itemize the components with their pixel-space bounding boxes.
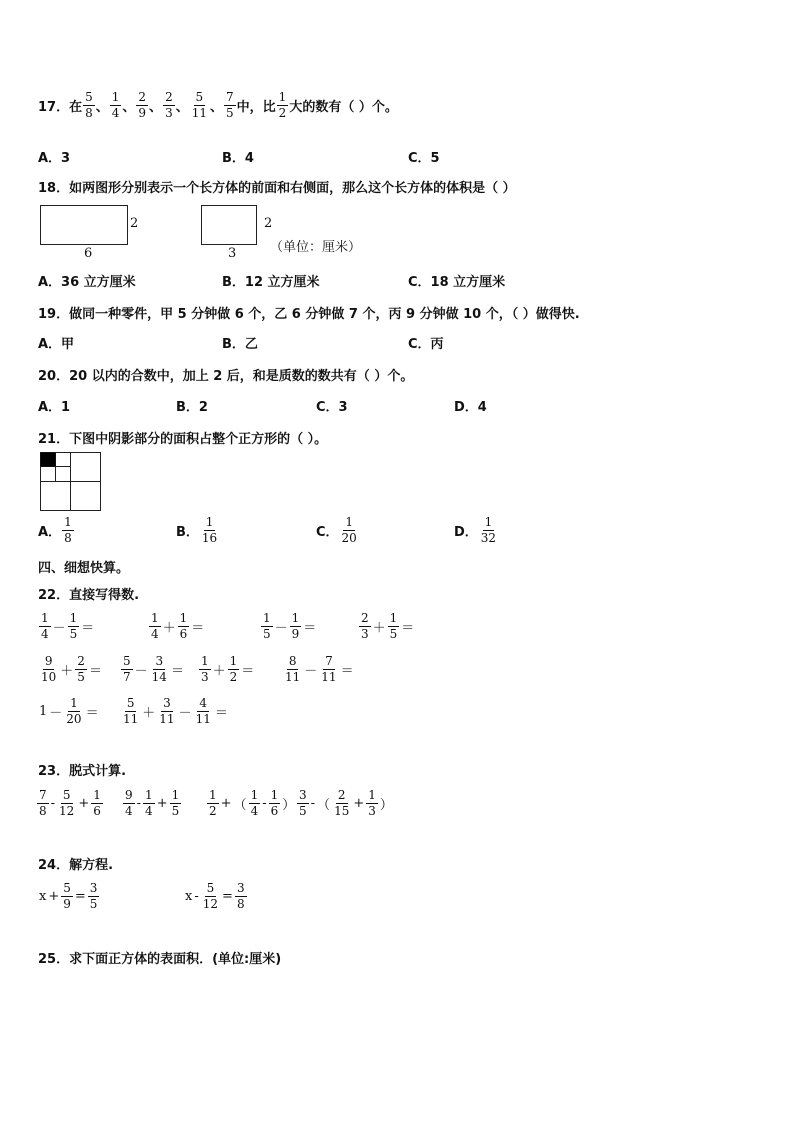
separator: 、: [122, 100, 136, 115]
q17-suffix: 大的数有（ ）个。: [289, 100, 398, 115]
expression: $\frac{1}{5}$ － $\frac{1}{9}$ ＝: [263, 611, 317, 641]
equation: x + $\frac{5}{9}$ = $\frac{3}{5}$: [39, 881, 98, 911]
expression: $\frac{7}{8}$ - $\frac{5}{12}$ + $\frac{1}{6}$: [39, 788, 101, 818]
width-label: 6: [84, 246, 93, 261]
q18-text: 18．如两图形分别表示一个长方体的前面和右侧面，那么这个长方体的体积是（ ）: [38, 181, 516, 196]
fraction: $\frac{1}{2}$: [278, 90, 287, 120]
expression: $\frac{1}{4}$ － $\frac{1}{5}$ ＝: [41, 611, 95, 641]
height-label: 2: [130, 216, 139, 231]
unit-note: （单位：厘米）: [270, 240, 362, 255]
expression: $\frac{3}{5}$ - （ $\frac{2}{15}$ + $\frac{1}{3}$ ）: [299, 788, 393, 818]
expression: $\frac{1}{4}$ ＋ $\frac{1}{6}$ ＝: [151, 611, 205, 641]
expression: $\frac{5}{7}$ － $\frac{3}{14}$ ＝: [123, 654, 184, 684]
q19-text: 19．做同一种零件，甲 5 分钟做 6 个，乙 6 分钟做 7 个，丙 9 分钟做 10 个，（ ）做得快.: [38, 307, 580, 322]
option-b[interactable]: B．12 立方厘米: [222, 275, 320, 290]
shaded-cell: [41, 453, 56, 467]
q17-prefix: 17．在: [38, 100, 83, 115]
option-d[interactable]: D．4: [454, 400, 487, 415]
expression: $\frac{8}{11}$ － $\frac{7}{11}$ ＝: [285, 654, 354, 684]
shaded-square-figure: [40, 452, 102, 512]
fraction: $\frac{5}{8}$: [85, 90, 93, 120]
expression: $\frac{9}{4}$ - $\frac{1}{4}$ + $\frac{1}{5}$: [125, 788, 180, 818]
option-c[interactable]: C．丙: [408, 337, 444, 352]
option-b[interactable]: B． $\frac{1}{16}$: [176, 515, 218, 545]
option-d[interactable]: D． $\frac{1}{32}$: [454, 515, 497, 545]
option-a[interactable]: A．1: [38, 400, 71, 415]
height-label: 2: [264, 216, 273, 231]
option-c[interactable]: C．3: [316, 400, 348, 415]
option-b[interactable]: B．2: [176, 400, 208, 415]
q17-line: [38, 90, 398, 121]
option-b[interactable]: B．乙: [222, 337, 258, 352]
option-b[interactable]: B．4: [222, 151, 254, 166]
expression: $\frac{2}{3}$ ＋ $\frac{1}{5}$ ＝: [361, 611, 415, 641]
separator: 、: [95, 100, 109, 115]
expression: 1 － $\frac{1}{20}$ ＝: [39, 696, 99, 726]
q21-text: 21．下图中阴影部分的面积占整个正方形的（ ）。: [38, 432, 328, 447]
q25-text: 25．求下面正方体的表面积．(单位:厘米): [38, 952, 282, 967]
front-face-rectangle: [40, 205, 128, 245]
option-c[interactable]: C．5: [408, 151, 440, 166]
expression: $\frac{5}{11}$ ＋ $\frac{3}{11}$ － $\frac{4}{11}$ ＝: [123, 696, 228, 726]
option-c[interactable]: C． $\frac{1}{20}$: [316, 515, 357, 545]
separator: 、: [175, 100, 189, 115]
fraction: $\frac{5}{11}$: [191, 90, 207, 120]
option-c[interactable]: C．18 立方厘米: [408, 275, 506, 290]
fraction: $\frac{2}{3}$: [165, 90, 173, 120]
q24-text: 24．解方程.: [38, 858, 114, 873]
separator: 、: [210, 100, 224, 115]
equation: x - $\frac{5}{12}$ = $\frac{3}{8}$: [185, 881, 245, 911]
option-a[interactable]: A．甲: [38, 337, 75, 352]
fraction: $\frac{2}{9}$: [138, 90, 147, 120]
expression: $\frac{1}{2}$ + （ $\frac{1}{4}$ - $\frac{1}{6}$ ）: [209, 788, 296, 818]
fraction: $\frac{1}{4}$: [111, 90, 120, 120]
expression: $\frac{1}{3}$ ＋ $\frac{1}{2}$ ＝: [201, 654, 255, 684]
section-heading: 四、细想快算。: [38, 561, 130, 576]
separator: 、: [149, 100, 163, 115]
width-label: 3: [228, 246, 237, 261]
q20-text: 20．20 以内的合数中，加上 2 后，和是质数的数共有（ ）个。: [38, 369, 414, 384]
option-a[interactable]: A．36 立方厘米: [38, 275, 136, 290]
q22-text: 22．直接写得数.: [38, 588, 140, 603]
q17-mid: 中，比: [236, 100, 276, 115]
option-a[interactable]: A．3: [38, 151, 71, 166]
q23-text: 23．脱式计算.: [38, 764, 127, 779]
option-a[interactable]: A． $\frac{1}{8}$: [38, 515, 72, 545]
expression: $\frac{9}{10}$ ＋ $\frac{2}{5}$ ＝: [41, 654, 102, 684]
fraction: $\frac{7}{5}$: [226, 90, 234, 120]
side-face-rectangle: [201, 205, 257, 245]
